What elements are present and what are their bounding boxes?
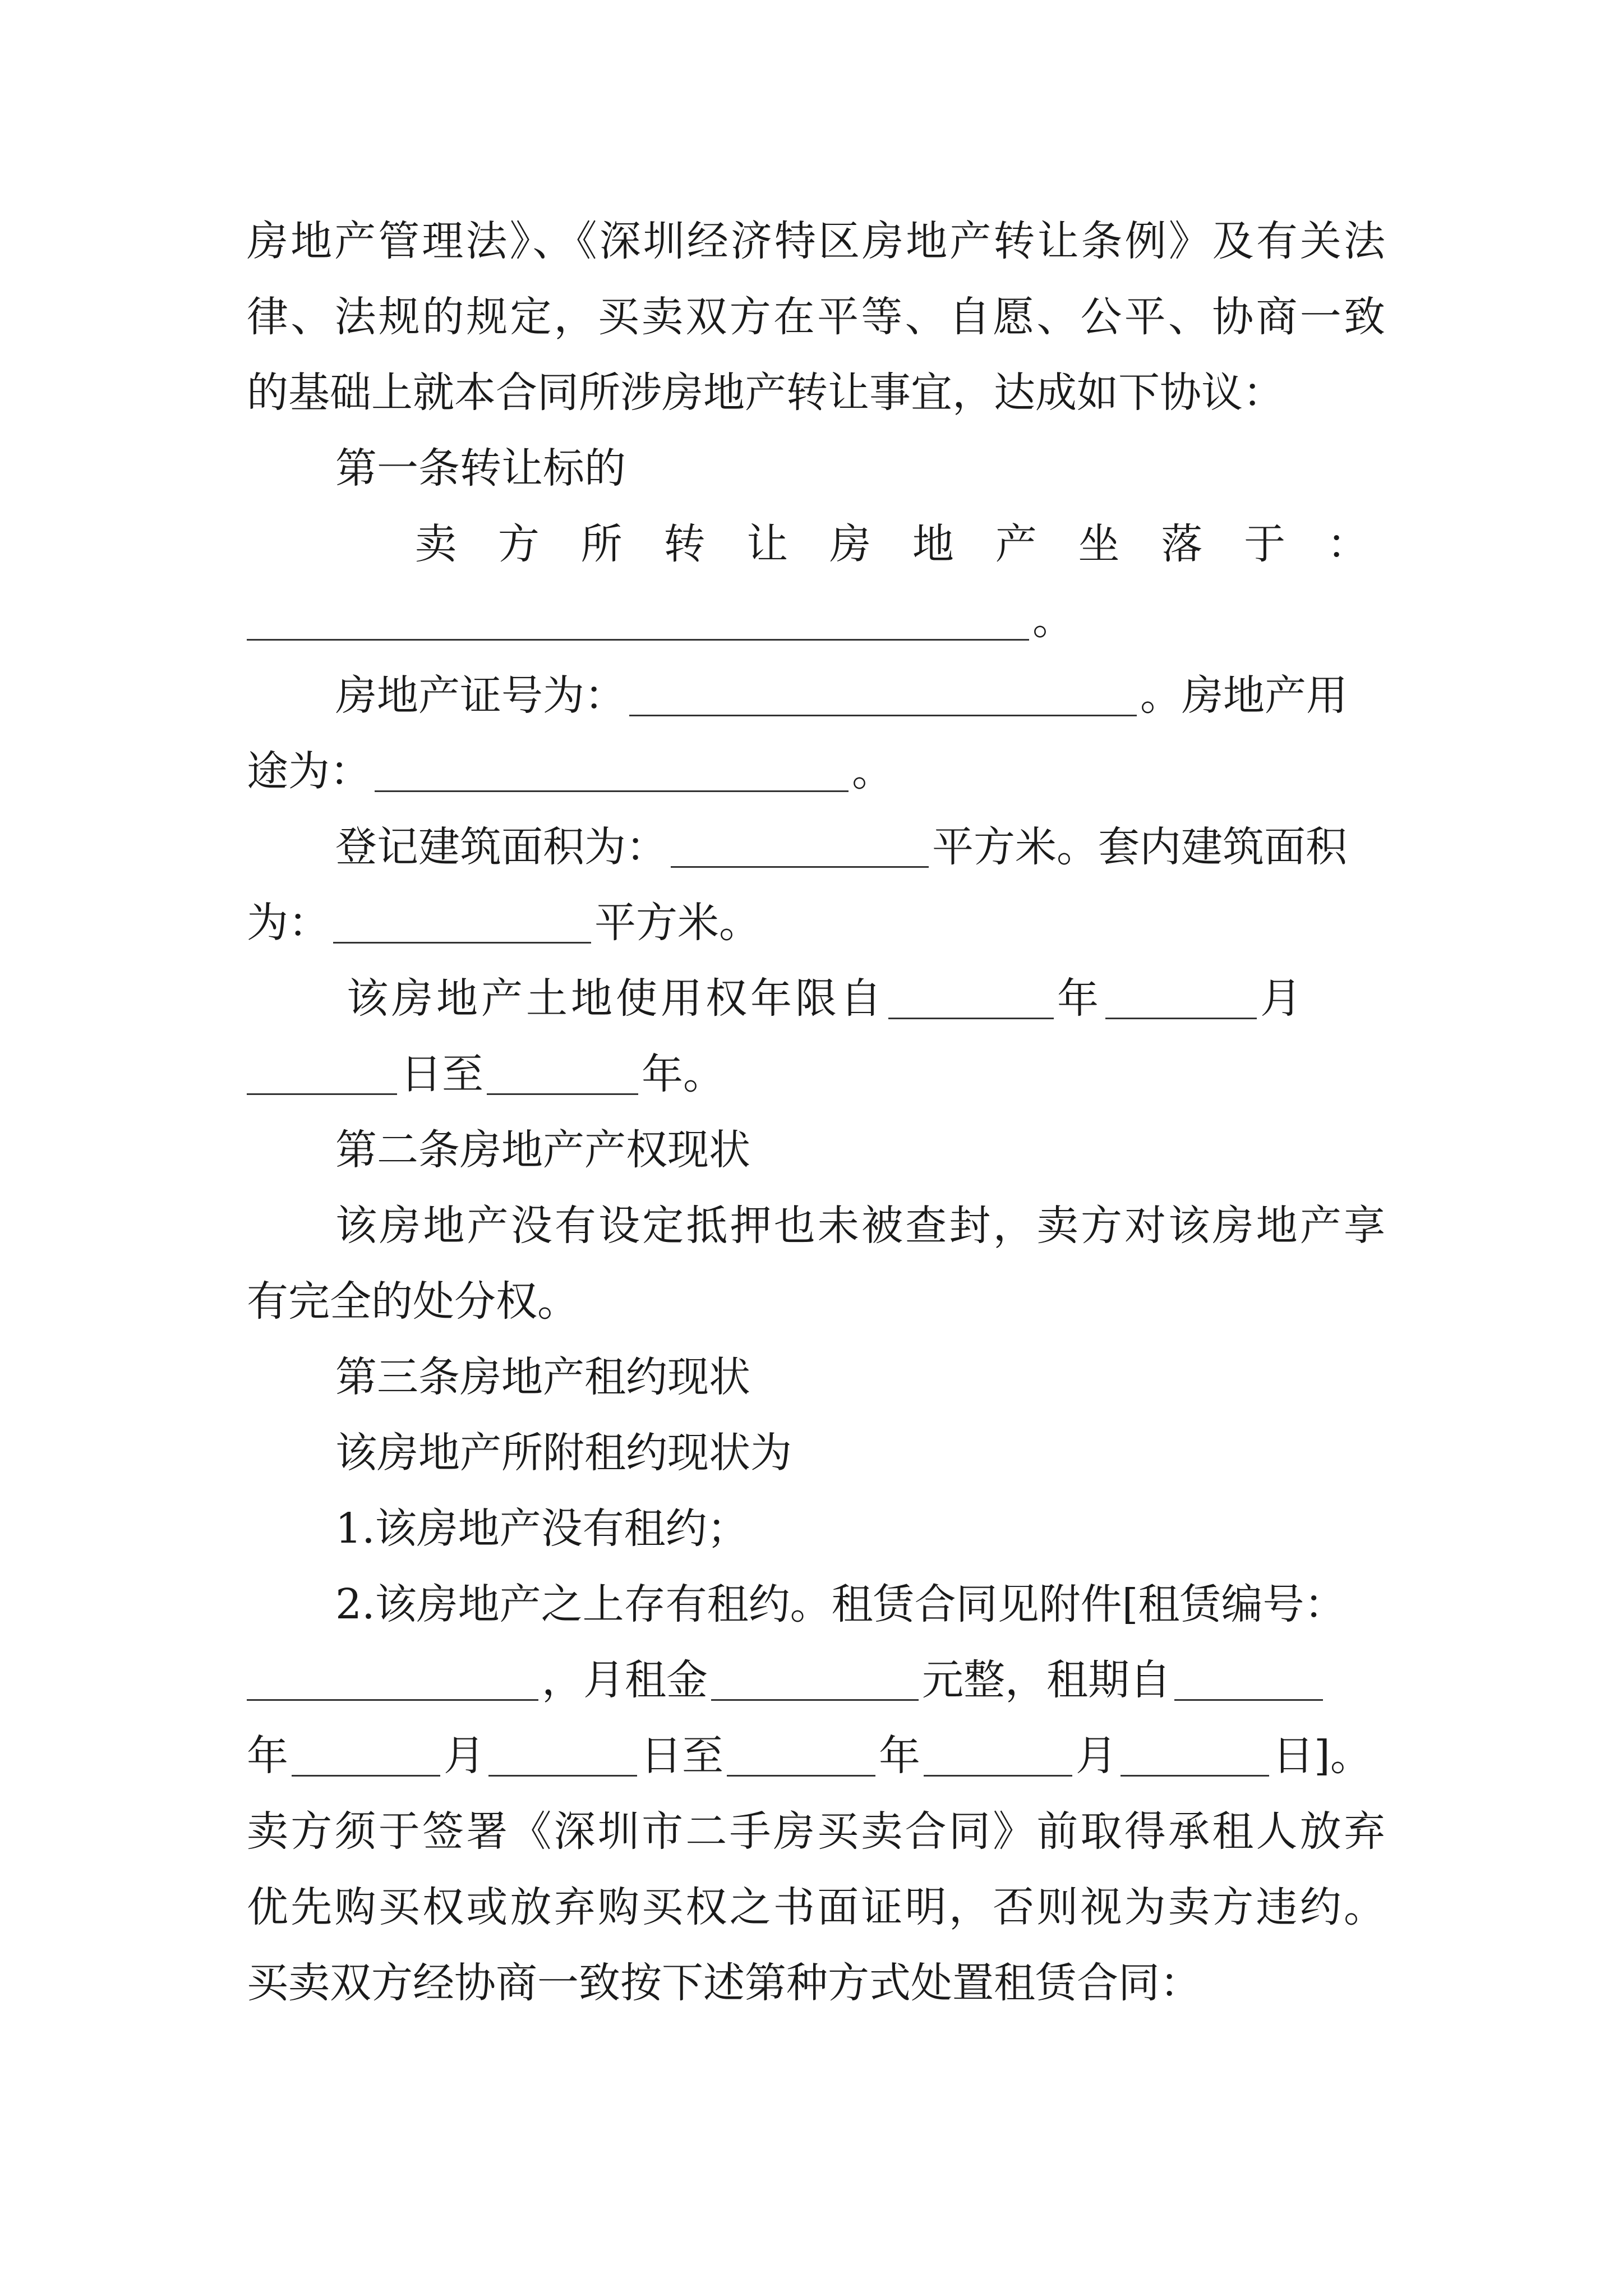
label-text: 该房地产土地使用权年限自 — [347, 974, 885, 1023]
char: 坐 — [1078, 520, 1120, 568]
lease-end-day-blank[interactable] — [1121, 1738, 1269, 1777]
text-line-15 — [247, 1271, 1385, 1332]
lease-end-year-blank[interactable] — [727, 1738, 875, 1777]
label-text: 。房地产用 — [1140, 671, 1348, 720]
punctuation: 。 — [852, 747, 893, 795]
char: 产 — [995, 520, 1037, 568]
monthly-rent-blank[interactable] — [711, 1662, 919, 1701]
char: 方 — [497, 520, 540, 568]
text-line-22 — [247, 1801, 1388, 1862]
label-text: 年。 — [642, 1050, 725, 1098]
label-text: 登记建筑面积为： — [335, 823, 667, 871]
paragraph-text: 该房地产没有设定抵押也未被查封，卖方对该房地产享 — [335, 1202, 1388, 1250]
char: 落 — [1161, 520, 1203, 568]
cert-number-blank[interactable] — [629, 678, 1137, 716]
property-use-line — [247, 740, 1385, 802]
lease-start-year-blank[interactable] — [1174, 1662, 1323, 1701]
registered-area-blank[interactable] — [671, 829, 929, 868]
label-text: 途为： — [247, 747, 371, 795]
paragraph-text: 的基础上就本合同所涉房地产转让事宜，达成如下协议： — [247, 369, 1284, 417]
inner-area-blank[interactable] — [333, 905, 591, 944]
label-text: 房地产证号为： — [335, 671, 626, 720]
text-line-3 — [247, 362, 1385, 424]
text-line-24 — [247, 1952, 1385, 2014]
land-term-line — [347, 968, 1385, 1029]
lease-end-month-blank[interactable] — [924, 1738, 1072, 1777]
paragraph-text: 房地产管理法》、《深圳经济特区房地产转让条例》及有关法 — [247, 217, 1388, 265]
label-text: 月 — [1260, 974, 1305, 1023]
heading-text: 第二条房地产产权现状 — [335, 1126, 750, 1174]
char: ： — [1326, 520, 1368, 568]
label-text: 年 — [247, 1732, 288, 1780]
label-text: 平方米。套内建筑面积 — [932, 823, 1347, 871]
label-text: 年 — [879, 1732, 920, 1780]
text-line-2 — [247, 286, 1388, 348]
char: 所 — [580, 520, 623, 568]
label-text: ，月租金 — [542, 1656, 708, 1704]
label-text: 月 — [1076, 1732, 1117, 1780]
char: 地 — [912, 520, 954, 568]
char: 房 — [829, 520, 872, 568]
text-line-23 — [247, 1876, 1388, 1938]
text-line-14 — [335, 1195, 1388, 1257]
char: 于 — [1244, 520, 1286, 568]
text-line-17 — [335, 1422, 1385, 1484]
term-start-day-blank[interactable] — [247, 1056, 397, 1095]
char: 卖 — [415, 520, 457, 568]
lease-option-1 — [335, 1498, 1385, 1559]
paragraph-text: 律、法规的规定，买卖双方在平等、自愿、公平、协商一致 — [247, 293, 1388, 341]
label-text: 日]。 — [1272, 1732, 1372, 1780]
term-start-month-blank[interactable] — [1105, 981, 1257, 1019]
property-location-line — [247, 589, 1385, 651]
label-text: 为： — [247, 899, 330, 947]
text-line-1 — [247, 210, 1388, 272]
paragraph-text: 1.该房地产没有租约； — [335, 1504, 749, 1553]
punctuation: 。 — [1032, 596, 1074, 644]
lease-start-day-blank[interactable] — [488, 1738, 637, 1777]
term-end-year-blank[interactable] — [487, 1056, 638, 1095]
lease-option-2 — [335, 1573, 1385, 1635]
land-term-end-line — [247, 1043, 1385, 1105]
property-location-label — [415, 513, 1368, 575]
label-text: 月 — [444, 1732, 485, 1780]
inner-area-line — [247, 892, 1385, 954]
heading-text: 第三条房地产租约现状 — [335, 1353, 750, 1401]
paragraph-text: 有完全的处分权。 — [247, 1277, 579, 1326]
term-start-year-blank[interactable] — [888, 981, 1054, 1019]
label-text: 平方米。 — [594, 899, 760, 947]
paragraph-text: 该房地产所附租约现状为 — [335, 1429, 792, 1477]
area-line — [335, 816, 1385, 878]
paragraph-text: 买卖双方经协商一致按下述第种方式处置租赁合同： — [247, 1959, 1201, 2007]
location-blank[interactable] — [247, 602, 1029, 641]
paragraph-text: 卖方须于签署《深圳市二手房买卖合同》前取得承租人放弃 — [247, 1807, 1388, 1856]
lease-dates-line — [247, 1725, 1385, 1787]
property-cert-line — [335, 665, 1385, 726]
paragraph-text: 优先购买权或放弃购买权之书面证明，否则视为卖方违约。 — [247, 1883, 1388, 1931]
label-text: 元整，租期自 — [922, 1656, 1171, 1704]
label-text: 日至 — [400, 1050, 483, 1098]
heading-text: 第一条转让标的 — [335, 444, 626, 493]
paragraph-text: 2.该房地产之上存有租约。租赁合同见附件[租赁编号： — [335, 1580, 1346, 1628]
article-1-heading — [335, 438, 1385, 499]
label-text: 日至 — [640, 1732, 723, 1780]
lease-number-blank[interactable] — [247, 1662, 538, 1701]
label-text: 年 — [1057, 974, 1102, 1023]
article-3-heading — [335, 1346, 1385, 1408]
use-blank[interactable] — [375, 753, 849, 792]
lease-start-month-blank[interactable] — [292, 1738, 440, 1777]
lease-rent-line — [247, 1649, 1385, 1711]
article-2-heading — [335, 1119, 1385, 1181]
char: 转 — [663, 520, 706, 568]
char: 让 — [746, 520, 789, 568]
